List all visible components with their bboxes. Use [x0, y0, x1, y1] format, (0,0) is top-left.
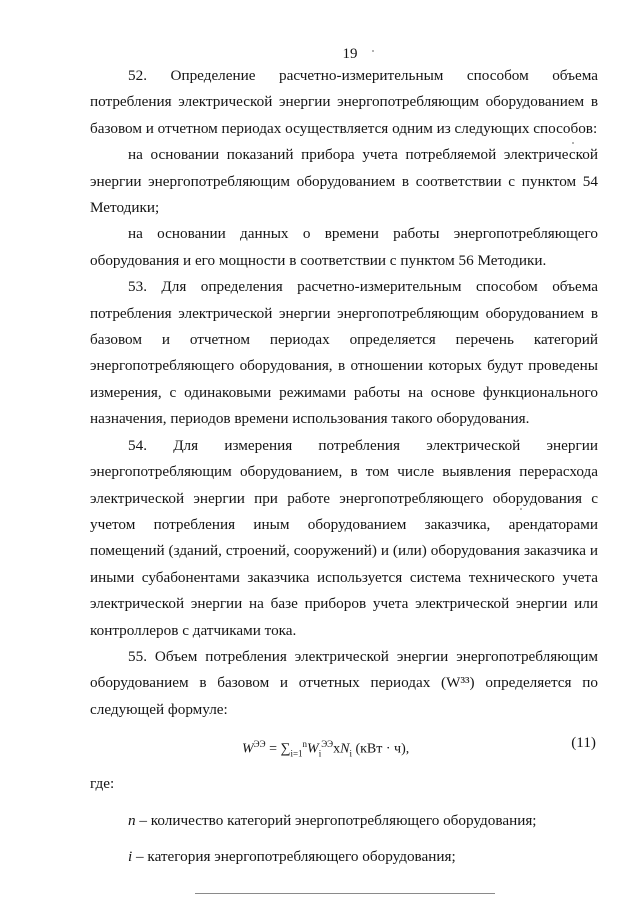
scan-speck [572, 142, 574, 144]
formula-sum-sup: n [302, 739, 308, 750]
definition-n [90, 808, 598, 834]
formula-unit: (кВт · ч), [351, 741, 410, 757]
definition-n-text: – количество категорий энергопотребляющего оборудования; [135, 811, 537, 829]
definition-n-symbol: n [128, 811, 136, 829]
scan-speck [372, 50, 374, 52]
formula-term-sub: i [318, 748, 322, 759]
paragraph-53: 53. Для определения расчетно-измерительным способом объема потребления электрической энергии энергопотребляющим оборудованием в базовом и отчетном периодах определяется перечень категорий энергопотребляющего оборудования, в отношении которых будут проведены измерения, с одинаковыми режимами работы на основе функционального назначения, периодов времени использования такого оборудования. [90, 278, 598, 428]
paragraph-52-option-1: на основании показаний прибора учета потребляемой электрической энергии энергопотребляющим оборудованием в соответствии с пунктом 54 Методики; [90, 146, 598, 217]
formula-term-sup: ЭЭ [321, 739, 334, 750]
formula-line [90, 727, 598, 759]
formula-term: W [307, 741, 319, 757]
definition-i-text: – категория энергопотребляющего оборудования; [132, 847, 456, 865]
formula-11 [242, 731, 409, 767]
body-text [90, 63, 598, 870]
definition-i-symbol: i [128, 847, 133, 865]
paragraph-54: 54. Для измерения потребления электрической энергии энергопотребляющим оборудованием, в том числе выявления перерасхода электрической энергии при работе энергопотребляющего оборудования с учетом потребления иным оборудованием заказчика, арендаторами помещений (зданий, строений, сооружений) и (или) оборудования заказчика и иными субабонентами заказчика используется система технического учета электрической энергии на базе приборов учета электрической энергии или контроллеров с датчиками тока. [90, 436, 598, 639]
paragraph-55: 55. Объем потребления электрической энергии энергопотребляющим оборудованием в базовом и отчетных периодах (W³³) определяется по следующей формуле: [90, 647, 598, 718]
definition-i [90, 844, 598, 870]
paragraph-52-option-2: на основании данных о времени работы энергопотребляющего оборудования и его мощности в соответствии с пунктом 56 Методики. [90, 225, 598, 269]
formula-lhs: W [242, 741, 254, 757]
formula-sum-sub: i=1 [290, 748, 303, 759]
page-number: 19 [342, 46, 358, 62]
formula-factor-sub: i [349, 748, 352, 759]
where-label: где: [90, 775, 115, 793]
formula-lhs-sup: ЭЭ [253, 739, 266, 750]
formula-times: x [333, 741, 341, 757]
formula-number: (11) [571, 734, 596, 752]
formula-factor: N [340, 741, 350, 757]
formula-sum: ∑ [280, 741, 291, 757]
formula-eq: = [265, 741, 281, 757]
scan-speck [520, 508, 522, 510]
scan-edge-line [195, 893, 495, 894]
paragraph-52: 52. Определение расчетно-измерительным способом объема потребления электрической энергии энергопотребляющим оборудованием в базовом и отчетном периодах осуществляется одним из следующих способов: [90, 67, 598, 137]
